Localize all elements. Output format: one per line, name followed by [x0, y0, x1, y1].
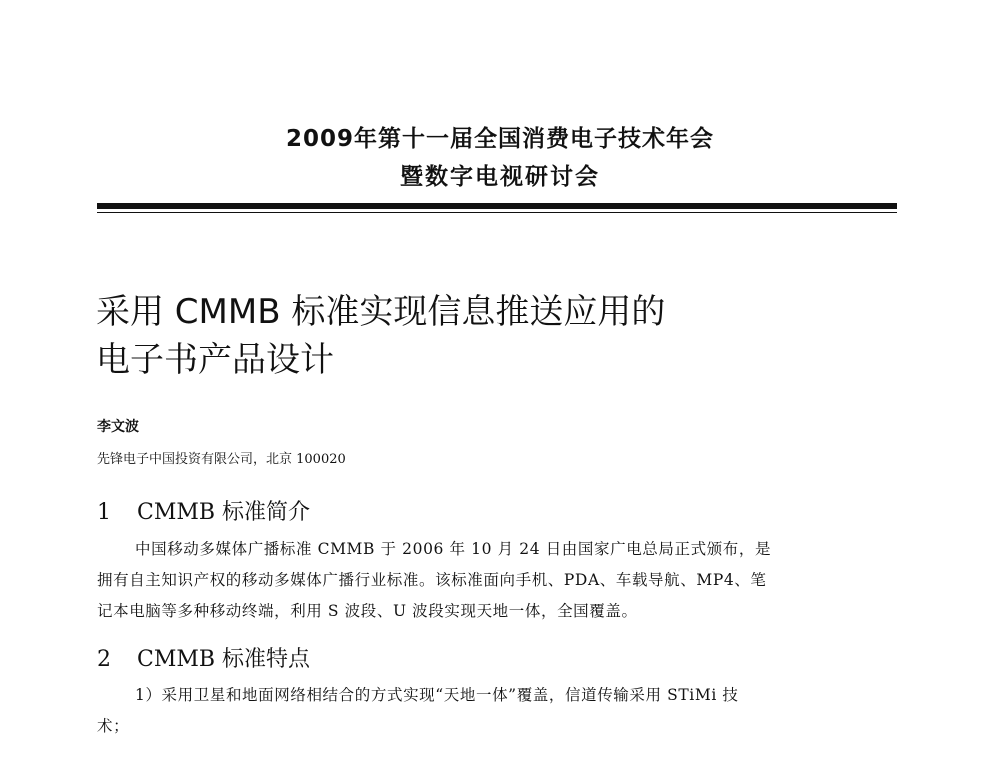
section-1-paragraph [97, 534, 897, 627]
section-heading-1 [97, 498, 310, 528]
paragraph-line: 1）采用卫星和地面网络相结合的方式实现“天地一体”覆盖，信道传输采用 STiMi 技 [135, 686, 739, 704]
section-2-paragraph [97, 680, 897, 742]
paper-title-line-1: 采用 CMMB 标准实现信息推送应用的 [96, 292, 666, 332]
conference-title: 2009年第十一届全国消费电子技术年会 [285, 126, 714, 152]
header-rule-thin [97, 212, 897, 213]
conference-header [0, 122, 1000, 194]
section-number: 2 [97, 647, 111, 672]
paragraph-line: 中国移动多媒体广播标准 CMMB 于 2006 年 10 月 24 日由国家广电总局正式颁布，是 [135, 540, 772, 558]
paragraph-line: 记本电脑等多种移动终端，利用 S 波段、U 波段实现天地一体，全国覆盖。 [97, 602, 638, 620]
header-rule-thick [97, 203, 897, 209]
conference-subtitle: 暨数字电视研讨会 [400, 164, 600, 190]
paragraph-line: 术； [97, 717, 130, 735]
paragraph-line: 拥有自主知识产权的移动多媒体广播行业标准。该标准面向手机、PDA、车载导航、MP4、笔 [97, 571, 767, 589]
section-heading-2 [97, 645, 310, 675]
section-title: CMMB 标准简介 [137, 500, 311, 525]
section-number: 1 [97, 500, 111, 525]
paper-author: 李文波 [97, 419, 139, 435]
paper-title-line-2: 电子书产品设计 [96, 340, 334, 380]
paper-affiliation: 先锋电子中国投资有限公司，北京 100020 [97, 452, 346, 467]
section-title: CMMB 标准特点 [137, 647, 311, 672]
paper-title [96, 288, 896, 384]
